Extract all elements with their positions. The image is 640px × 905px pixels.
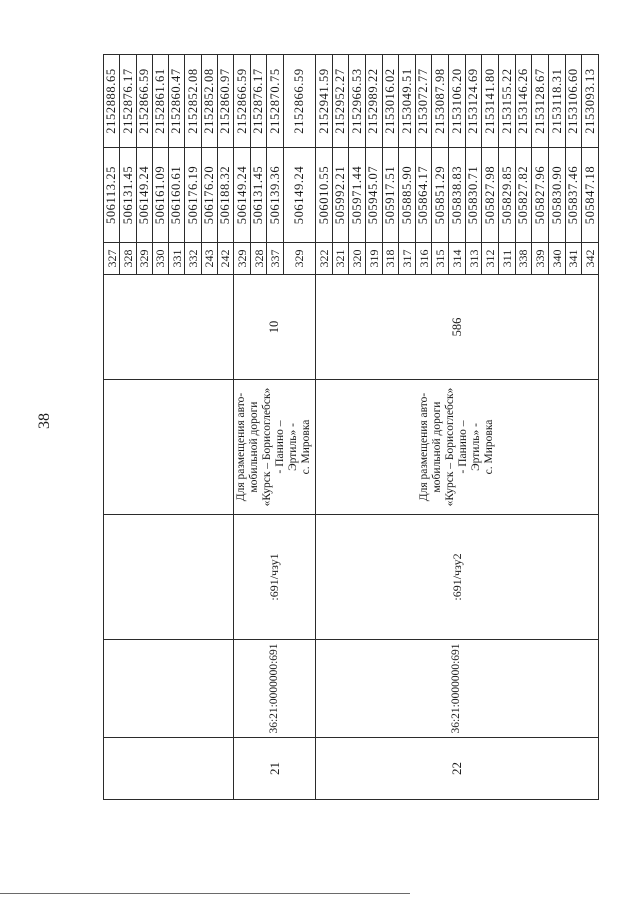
zone-number-cell: :691/чзу2 xyxy=(315,515,598,640)
area-cell: 10 xyxy=(234,275,316,380)
coordinate-y-cell: 2152861.61 xyxy=(152,55,168,148)
coordinate-x-cell: 506176.20 xyxy=(201,148,217,243)
point-number-cell: 315 xyxy=(432,243,449,275)
point-number-cell: 342 xyxy=(582,243,599,275)
coordinate-y-cell: 2152860.47 xyxy=(169,55,185,148)
coordinate-y-cell: 2153106.20 xyxy=(449,55,466,148)
purpose-cell xyxy=(104,380,234,515)
coordinate-y-cell: 2152870.75 xyxy=(267,55,284,148)
coordinate-y-cell: 2153128.67 xyxy=(532,55,549,148)
table-row xyxy=(315,55,332,800)
coordinate-y-cell: 2153155.22 xyxy=(499,55,516,148)
coordinate-x-cell: 506149.24 xyxy=(283,148,315,243)
coordinate-x-cell: 505838.83 xyxy=(449,148,466,243)
coordinate-y-cell: 2152876.17 xyxy=(120,55,136,148)
point-number-cell: 329 xyxy=(234,243,251,275)
point-number-cell: 338 xyxy=(515,243,532,275)
purpose-line: Эртиль» - xyxy=(287,423,300,471)
point-number-cell: 314 xyxy=(449,243,466,275)
coordinate-x-cell: 505864.17 xyxy=(415,148,432,243)
point-number-cell: 318 xyxy=(382,243,399,275)
purpose-line: - Панино – xyxy=(274,420,287,474)
coordinate-x-cell: 505851.29 xyxy=(432,148,449,243)
point-number-cell: 321 xyxy=(332,243,349,275)
point-number-cell: 331 xyxy=(169,243,185,275)
coordinate-x-cell: 505847.18 xyxy=(582,148,599,243)
point-number-cell: 332 xyxy=(185,243,201,275)
coordinate-x-cell: 505917.51 xyxy=(382,148,399,243)
coordinate-y-cell: 2153118.31 xyxy=(548,55,565,148)
zone-number-cell xyxy=(104,515,234,640)
area-cell xyxy=(104,275,234,380)
point-number-cell: 322 xyxy=(315,243,332,275)
coordinate-y-cell: 2152866.59 xyxy=(283,55,315,148)
coordinate-x-cell: 506176.19 xyxy=(185,148,201,243)
point-number-cell: 320 xyxy=(349,243,366,275)
coordinate-y-cell: 2152866.59 xyxy=(136,55,152,148)
coordinate-y-cell: 2152876.17 xyxy=(250,55,267,148)
point-number-cell: 242 xyxy=(217,243,233,275)
table-row xyxy=(234,55,251,800)
coordinate-x-cell: 506010.55 xyxy=(315,148,332,243)
cadastral-number-cell: 36:21:0000000:691 xyxy=(234,640,316,738)
page-number: 38 xyxy=(36,413,53,429)
purpose-line: Для размещения авто- xyxy=(417,392,430,502)
coordinates-table-body xyxy=(104,55,599,800)
coordinate-x-cell: 505837.46 xyxy=(565,148,582,243)
purpose-line: Для размещения авто- xyxy=(235,392,248,502)
purpose-line: с. Мировка xyxy=(300,419,313,475)
coordinate-x-cell: 506113.25 xyxy=(104,148,120,243)
coordinates-table xyxy=(103,54,599,800)
point-number-cell: 337 xyxy=(267,243,284,275)
coordinate-y-cell: 2152852.08 xyxy=(201,55,217,148)
row-number-cell xyxy=(104,738,234,800)
coordinate-y-cell: 2153124.69 xyxy=(465,55,482,148)
point-number-cell: 329 xyxy=(136,243,152,275)
coordinate-y-cell: 2153146.26 xyxy=(515,55,532,148)
point-number-cell: 312 xyxy=(482,243,499,275)
purpose-line: Эртиль» - xyxy=(469,423,482,471)
point-number-cell: 316 xyxy=(415,243,432,275)
cadastral-number-cell xyxy=(104,640,234,738)
purpose-line: с. Мировка xyxy=(482,419,495,475)
scan-edge-line xyxy=(0,893,410,894)
coordinate-y-cell: 2153093.13 xyxy=(582,55,599,148)
coordinate-y-cell: 2152860.97 xyxy=(217,55,233,148)
point-number-cell: 317 xyxy=(399,243,416,275)
point-number-cell: 328 xyxy=(250,243,267,275)
coordinate-y-cell: 2152852.08 xyxy=(185,55,201,148)
purpose-line: «Курск – Борисоглебск» xyxy=(443,387,456,507)
coordinate-x-cell: 505992.21 xyxy=(332,148,349,243)
point-number-cell: 327 xyxy=(104,243,120,275)
point-number-cell: 243 xyxy=(201,243,217,275)
coordinate-x-cell: 505830.71 xyxy=(465,148,482,243)
purpose-cell xyxy=(315,380,598,515)
coordinate-x-cell: 506131.45 xyxy=(120,148,136,243)
coordinate-x-cell: 506131.45 xyxy=(250,148,267,243)
coordinate-x-cell: 506139.36 xyxy=(267,148,284,243)
coordinate-x-cell: 506160.61 xyxy=(169,148,185,243)
purpose-line: мобильной дороги xyxy=(248,401,261,493)
table-row xyxy=(104,55,120,800)
point-number-cell: 328 xyxy=(120,243,136,275)
cadastral-number-cell: 36:21:0000000:691 xyxy=(315,640,598,738)
point-number-cell: 311 xyxy=(499,243,516,275)
area-cell: 586 xyxy=(315,275,598,380)
point-number-cell: 341 xyxy=(565,243,582,275)
purpose-line: «Курск – Борисоглебск» xyxy=(261,387,274,507)
coordinate-y-cell: 2153049.51 xyxy=(399,55,416,148)
point-number-cell: 330 xyxy=(152,243,168,275)
row-number-cell: 21 xyxy=(234,738,316,800)
coordinate-x-cell: 505827.98 xyxy=(482,148,499,243)
point-number-cell: 319 xyxy=(365,243,382,275)
coordinate-x-cell: 505885.90 xyxy=(399,148,416,243)
point-number-cell: 340 xyxy=(548,243,565,275)
point-number-cell: 329 xyxy=(283,243,315,275)
coordinate-x-cell: 505827.82 xyxy=(515,148,532,243)
coordinate-x-cell: 506149.24 xyxy=(136,148,152,243)
coordinate-x-cell: 505829.85 xyxy=(499,148,516,243)
row-number-cell: 22 xyxy=(315,738,598,800)
coordinate-y-cell: 2153072.77 xyxy=(415,55,432,148)
purpose-line: мобильной дороги xyxy=(430,401,443,493)
purpose-line: - Панино – xyxy=(456,420,469,474)
coordinate-y-cell: 2152966.53 xyxy=(349,55,366,148)
coordinate-y-cell: 2153106.60 xyxy=(565,55,582,148)
coordinate-x-cell: 505830.90 xyxy=(548,148,565,243)
coordinate-x-cell: 506188.32 xyxy=(217,148,233,243)
coordinate-x-cell: 505827.96 xyxy=(532,148,549,243)
zone-number-cell: :691/чзу1 xyxy=(234,515,316,640)
coordinate-y-cell: 2152866.59 xyxy=(234,55,251,148)
coordinate-y-cell: 2152888.65 xyxy=(104,55,120,148)
coordinate-y-cell: 2153016.02 xyxy=(382,55,399,148)
point-number-cell: 339 xyxy=(532,243,549,275)
coordinate-x-cell: 505945.07 xyxy=(365,148,382,243)
coordinate-y-cell: 2152941.59 xyxy=(315,55,332,148)
point-number-cell: 313 xyxy=(465,243,482,275)
coordinate-y-cell: 2153141.80 xyxy=(482,55,499,148)
purpose-cell xyxy=(234,380,316,515)
coordinate-y-cell: 2152952.27 xyxy=(332,55,349,148)
coordinate-y-cell: 2152989.22 xyxy=(365,55,382,148)
coordinate-x-cell: 506161.09 xyxy=(152,148,168,243)
coordinate-x-cell: 506149.24 xyxy=(234,148,251,243)
coordinate-y-cell: 2153087.98 xyxy=(432,55,449,148)
coordinate-x-cell: 505971.44 xyxy=(349,148,366,243)
